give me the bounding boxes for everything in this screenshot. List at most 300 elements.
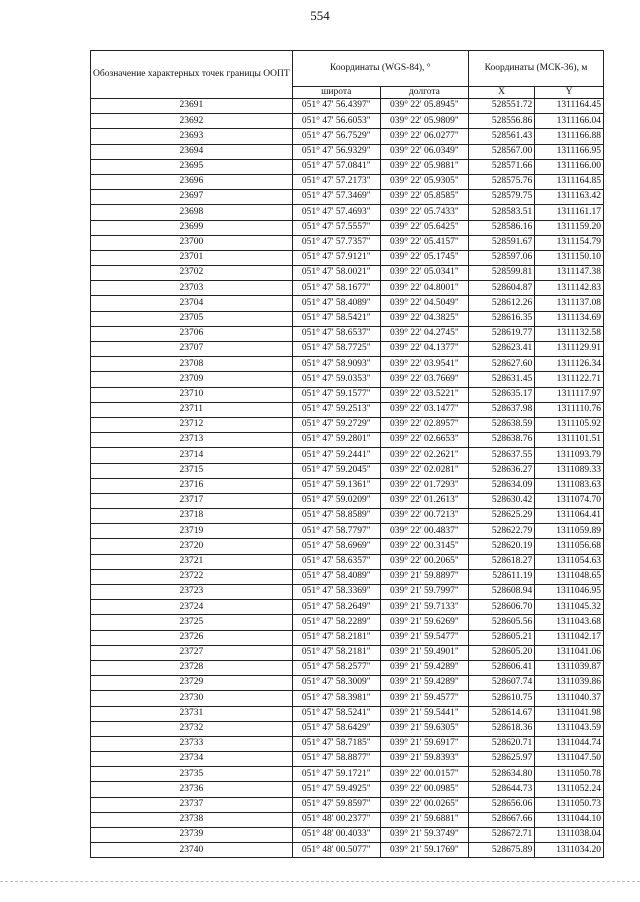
x-coordinate-cell: 528604.87 bbox=[468, 281, 534, 296]
table-row bbox=[91, 509, 604, 524]
latitude-cell: 051° 47' 59.4925" bbox=[292, 782, 380, 797]
y-coordinate-cell: 1311093.79 bbox=[535, 448, 604, 463]
y-coordinate-cell: 1311043.59 bbox=[535, 721, 604, 736]
point-id-cell: 23729 bbox=[91, 676, 293, 691]
latitude-cell: 051° 47' 57.0841" bbox=[292, 159, 380, 174]
y-coordinate-cell: 1311105.92 bbox=[535, 417, 604, 432]
point-id-cell: 23706 bbox=[91, 326, 293, 341]
longitude-cell: 039° 22' 05.9809" bbox=[380, 114, 468, 129]
y-coordinate-cell: 1311038.04 bbox=[535, 828, 604, 843]
latitude-cell: 051° 47' 58.2289" bbox=[292, 615, 380, 630]
longitude-cell: 039° 22' 02.2621" bbox=[380, 448, 468, 463]
table-row bbox=[91, 266, 604, 281]
point-id-cell: 23700 bbox=[91, 235, 293, 250]
table-row bbox=[91, 767, 604, 782]
latitude-cell: 051° 47' 58.3369" bbox=[292, 585, 380, 600]
x-header: X bbox=[468, 87, 534, 99]
latitude-cell: 051° 47' 58.6357" bbox=[292, 554, 380, 569]
x-coordinate-cell: 528625.29 bbox=[468, 509, 534, 524]
y-coordinate-cell: 1311050.73 bbox=[535, 797, 604, 812]
y-coordinate-cell: 1311122.71 bbox=[535, 372, 604, 387]
x-coordinate-cell: 528610.75 bbox=[468, 691, 534, 706]
y-coordinate-cell: 1311044.74 bbox=[535, 736, 604, 751]
x-coordinate-cell: 528605.56 bbox=[468, 615, 534, 630]
point-id-cell: 23726 bbox=[91, 630, 293, 645]
y-coordinate-cell: 1311159.20 bbox=[535, 220, 604, 235]
point-id-cell: 23727 bbox=[91, 645, 293, 660]
longitude-cell: 039° 22' 05.7433" bbox=[380, 205, 468, 220]
x-coordinate-cell: 528616.35 bbox=[468, 311, 534, 326]
y-coordinate-cell: 1311041.06 bbox=[535, 645, 604, 660]
point-id-cell: 23721 bbox=[91, 554, 293, 569]
y-coordinate-cell: 1311161.17 bbox=[535, 205, 604, 220]
point-id-cell: 23701 bbox=[91, 250, 293, 265]
x-coordinate-cell: 528556.86 bbox=[468, 114, 534, 129]
longitude-cell: 039° 21' 59.6269" bbox=[380, 615, 468, 630]
longitude-cell: 039° 21' 59.4901" bbox=[380, 645, 468, 660]
y-coordinate-cell: 1311137.08 bbox=[535, 296, 604, 311]
latitude-cell: 051° 47' 57.5557" bbox=[292, 220, 380, 235]
x-coordinate-cell: 528567.00 bbox=[468, 144, 534, 159]
x-coordinate-cell: 528622.79 bbox=[468, 524, 534, 539]
y-coordinate-cell: 1311166.00 bbox=[535, 159, 604, 174]
longitude-cell: 039° 22' 05.9881" bbox=[380, 159, 468, 174]
x-coordinate-cell: 528656.06 bbox=[468, 797, 534, 812]
longitude-cell: 039° 22' 05.0341" bbox=[380, 266, 468, 281]
x-coordinate-cell: 528608.94 bbox=[468, 585, 534, 600]
table-row bbox=[91, 478, 604, 493]
table-row bbox=[91, 433, 604, 448]
latitude-cell: 051° 47' 58.9093" bbox=[292, 357, 380, 372]
point-id-cell: 23695 bbox=[91, 159, 293, 174]
point-id-cell: 23714 bbox=[91, 448, 293, 463]
longitude-cell: 039° 22' 05.1745" bbox=[380, 250, 468, 265]
table-row bbox=[91, 736, 604, 751]
table-row bbox=[91, 250, 604, 265]
longitude-cell: 039° 21' 59.5441" bbox=[380, 706, 468, 721]
latitude-cell: 051° 47' 57.9121" bbox=[292, 250, 380, 265]
table-row bbox=[91, 402, 604, 417]
y-coordinate-cell: 1311163.42 bbox=[535, 190, 604, 205]
point-id-cell: 23691 bbox=[91, 99, 293, 114]
longitude-cell: 039° 22' 06.0277" bbox=[380, 129, 468, 144]
y-coordinate-cell: 1311064.41 bbox=[535, 509, 604, 524]
x-coordinate-cell: 528638.59 bbox=[468, 417, 534, 432]
longitude-cell: 039° 22' 00.0985" bbox=[380, 782, 468, 797]
point-id-cell: 23707 bbox=[91, 342, 293, 357]
point-id-cell: 23718 bbox=[91, 509, 293, 524]
table-row bbox=[91, 812, 604, 827]
longitude-cell: 039° 22' 05.4157" bbox=[380, 235, 468, 250]
point-id-cell: 23705 bbox=[91, 311, 293, 326]
y-coordinate-cell: 1311150.10 bbox=[535, 250, 604, 265]
point-id-cell: 23692 bbox=[91, 114, 293, 129]
longitude-cell: 039° 22' 05.8585" bbox=[380, 190, 468, 205]
longitude-cell: 039° 22' 05.9305" bbox=[380, 174, 468, 189]
latitude-cell: 051° 47' 57.3469" bbox=[292, 190, 380, 205]
x-coordinate-cell: 528631.45 bbox=[468, 372, 534, 387]
table-row bbox=[91, 524, 604, 539]
y-coordinate-cell: 1311166.95 bbox=[535, 144, 604, 159]
latitude-cell: 051° 47' 59.2513" bbox=[292, 402, 380, 417]
latitude-cell: 051° 47' 59.2801" bbox=[292, 433, 380, 448]
msk36-header: Координаты (МСК-36), м bbox=[468, 51, 603, 87]
longitude-cell: 039° 22' 04.5049" bbox=[380, 296, 468, 311]
table-row bbox=[91, 144, 604, 159]
latitude-cell: 051° 47' 58.6537" bbox=[292, 326, 380, 341]
x-coordinate-cell: 528637.98 bbox=[468, 402, 534, 417]
table-row bbox=[91, 493, 604, 508]
table-row bbox=[91, 235, 604, 250]
latitude-cell: 051° 48' 00.2377" bbox=[292, 812, 380, 827]
table-row bbox=[91, 721, 604, 736]
x-coordinate-cell: 528627.60 bbox=[468, 357, 534, 372]
table-row bbox=[91, 296, 604, 311]
point-id-cell: 23696 bbox=[91, 174, 293, 189]
longitude-cell: 039° 21' 59.4289" bbox=[380, 660, 468, 675]
latitude-cell: 051° 47' 59.0209" bbox=[292, 493, 380, 508]
longitude-cell: 039° 21' 59.6305" bbox=[380, 721, 468, 736]
y-coordinate-cell: 1311048.65 bbox=[535, 569, 604, 584]
wgs84-header: Координаты (WGS-84), ° bbox=[292, 51, 468, 87]
point-id-cell: 23733 bbox=[91, 736, 293, 751]
y-coordinate-cell: 1311134.69 bbox=[535, 311, 604, 326]
x-coordinate-cell: 528599.81 bbox=[468, 266, 534, 281]
point-id-cell: 23734 bbox=[91, 752, 293, 767]
y-coordinate-cell: 1311047.50 bbox=[535, 752, 604, 767]
table-row bbox=[91, 676, 604, 691]
table-row bbox=[91, 99, 604, 114]
y-coordinate-cell: 1311042.17 bbox=[535, 630, 604, 645]
y-coordinate-cell: 1311164.85 bbox=[535, 174, 604, 189]
point-id-cell: 23740 bbox=[91, 843, 293, 858]
longitude-cell: 039° 22' 02.8957" bbox=[380, 417, 468, 432]
table-row bbox=[91, 281, 604, 296]
point-id-cell: 23708 bbox=[91, 357, 293, 372]
point-id-cell: 23735 bbox=[91, 767, 293, 782]
longitude-cell: 039° 21' 59.7133" bbox=[380, 600, 468, 615]
table-row bbox=[91, 448, 604, 463]
point-id-cell: 23713 bbox=[91, 433, 293, 448]
point-id-cell: 23704 bbox=[91, 296, 293, 311]
latitude-cell: 051° 47' 57.2173" bbox=[292, 174, 380, 189]
point-id-cell: 23722 bbox=[91, 569, 293, 584]
longitude-cell: 039° 22' 01.7293" bbox=[380, 478, 468, 493]
latitude-cell: 051° 47' 59.1361" bbox=[292, 478, 380, 493]
longitude-cell: 039° 22' 00.2065" bbox=[380, 554, 468, 569]
y-coordinate-cell: 1311052.24 bbox=[535, 782, 604, 797]
latitude-cell: 051° 47' 56.6053" bbox=[292, 114, 380, 129]
x-coordinate-cell: 528606.41 bbox=[468, 660, 534, 675]
longitude-cell: 039° 22' 03.9541" bbox=[380, 357, 468, 372]
y-coordinate-cell: 1311164.45 bbox=[535, 99, 604, 114]
latitude-cell: 051° 47' 58.0021" bbox=[292, 266, 380, 281]
table-body bbox=[91, 99, 604, 858]
longitude-cell: 039° 21' 59.6917" bbox=[380, 736, 468, 751]
table-row bbox=[91, 828, 604, 843]
table-row bbox=[91, 387, 604, 402]
x-coordinate-cell: 528634.80 bbox=[468, 767, 534, 782]
point-id-cell: 23717 bbox=[91, 493, 293, 508]
latitude-cell: 051° 47' 56.9329" bbox=[292, 144, 380, 159]
longitude-cell: 039° 22' 02.6653" bbox=[380, 433, 468, 448]
x-coordinate-cell: 528644.73 bbox=[468, 782, 534, 797]
y-coordinate-cell: 1311056.68 bbox=[535, 539, 604, 554]
y-coordinate-cell: 1311043.68 bbox=[535, 615, 604, 630]
point-id-cell: 23739 bbox=[91, 828, 293, 843]
y-coordinate-cell: 1311046.95 bbox=[535, 585, 604, 600]
latitude-cell: 051° 47' 58.1677" bbox=[292, 281, 380, 296]
y-coordinate-cell: 1311083.63 bbox=[535, 478, 604, 493]
longitude-cell: 039° 21' 59.5477" bbox=[380, 630, 468, 645]
x-coordinate-cell: 528672.71 bbox=[468, 828, 534, 843]
latitude-cell: 051° 47' 58.6429" bbox=[292, 721, 380, 736]
latitude-cell: 051° 48' 00.5077" bbox=[292, 843, 380, 858]
x-coordinate-cell: 528575.76 bbox=[468, 174, 534, 189]
y-coordinate-cell: 1311117.97 bbox=[535, 387, 604, 402]
point-id-cell: 23702 bbox=[91, 266, 293, 281]
table-row bbox=[91, 342, 604, 357]
x-coordinate-cell: 528583.51 bbox=[468, 205, 534, 220]
latitude-cell: 051° 47' 59.2441" bbox=[292, 448, 380, 463]
longitude-cell: 039° 22' 04.8001" bbox=[380, 281, 468, 296]
point-id-cell: 23712 bbox=[91, 417, 293, 432]
table-row bbox=[91, 539, 604, 554]
longitude-cell: 039° 22' 03.1477" bbox=[380, 402, 468, 417]
table-row bbox=[91, 357, 604, 372]
latitude-cell: 051° 47' 59.2729" bbox=[292, 417, 380, 432]
table-row bbox=[91, 220, 604, 235]
table-row bbox=[91, 645, 604, 660]
point-id-cell: 23737 bbox=[91, 797, 293, 812]
point-id-cell: 23716 bbox=[91, 478, 293, 493]
latitude-cell: 051° 47' 57.4693" bbox=[292, 205, 380, 220]
latitude-cell: 051° 47' 58.8589" bbox=[292, 509, 380, 524]
y-coordinate-cell: 1311101.51 bbox=[535, 433, 604, 448]
longitude-cell: 039° 22' 05.6425" bbox=[380, 220, 468, 235]
x-coordinate-cell: 528591.67 bbox=[468, 235, 534, 250]
latitude-cell: 051° 47' 56.4397" bbox=[292, 99, 380, 114]
x-coordinate-cell: 528611.19 bbox=[468, 569, 534, 584]
x-coordinate-cell: 528605.21 bbox=[468, 630, 534, 645]
latitude-cell: 051° 47' 59.2045" bbox=[292, 463, 380, 478]
x-coordinate-cell: 528606.70 bbox=[468, 600, 534, 615]
table-row bbox=[91, 600, 604, 615]
table-row bbox=[91, 311, 604, 326]
latitude-cell: 051° 47' 58.4089" bbox=[292, 569, 380, 584]
y-coordinate-cell: 1311039.87 bbox=[535, 660, 604, 675]
x-coordinate-cell: 528607.74 bbox=[468, 676, 534, 691]
latitude-cell: 051° 47' 58.2577" bbox=[292, 660, 380, 675]
table-row bbox=[91, 174, 604, 189]
x-coordinate-cell: 528637.55 bbox=[468, 448, 534, 463]
table-row bbox=[91, 752, 604, 767]
x-coordinate-cell: 528675.89 bbox=[468, 843, 534, 858]
point-id-cell: 23693 bbox=[91, 129, 293, 144]
longitude-header: долгота bbox=[380, 87, 468, 99]
point-id-cell: 23698 bbox=[91, 205, 293, 220]
point-id-cell: 23697 bbox=[91, 190, 293, 205]
table-row bbox=[91, 585, 604, 600]
latitude-cell: 051° 47' 59.0353" bbox=[292, 372, 380, 387]
latitude-cell: 051° 48' 00.4033" bbox=[292, 828, 380, 843]
x-coordinate-cell: 528561.43 bbox=[468, 129, 534, 144]
x-coordinate-cell: 528620.19 bbox=[468, 539, 534, 554]
x-coordinate-cell: 528630.42 bbox=[468, 493, 534, 508]
y-header: Y bbox=[535, 87, 604, 99]
longitude-cell: 039° 21' 59.1769" bbox=[380, 843, 468, 858]
longitude-cell: 039° 22' 03.7669" bbox=[380, 372, 468, 387]
y-coordinate-cell: 1311044.10 bbox=[535, 812, 604, 827]
table-row bbox=[91, 554, 604, 569]
latitude-cell: 051° 47' 58.6969" bbox=[292, 539, 380, 554]
table-row bbox=[91, 691, 604, 706]
table-row bbox=[91, 129, 604, 144]
latitude-cell: 051° 47' 58.4089" bbox=[292, 296, 380, 311]
longitude-cell: 039° 22' 00.4837" bbox=[380, 524, 468, 539]
y-coordinate-cell: 1311166.04 bbox=[535, 114, 604, 129]
x-coordinate-cell: 528605.20 bbox=[468, 645, 534, 660]
longitude-cell: 039° 22' 00.0157" bbox=[380, 767, 468, 782]
point-id-cell: 23736 bbox=[91, 782, 293, 797]
latitude-cell: 051° 47' 58.2649" bbox=[292, 600, 380, 615]
y-coordinate-cell: 1311041.98 bbox=[535, 706, 604, 721]
y-coordinate-cell: 1311132.58 bbox=[535, 326, 604, 341]
x-coordinate-cell: 528635.17 bbox=[468, 387, 534, 402]
latitude-cell: 051° 47' 58.7185" bbox=[292, 736, 380, 751]
x-coordinate-cell: 528620.71 bbox=[468, 736, 534, 751]
y-coordinate-cell: 1311110.76 bbox=[535, 402, 604, 417]
point-id-cell: 23724 bbox=[91, 600, 293, 615]
point-id-cell: 23730 bbox=[91, 691, 293, 706]
latitude-cell: 051° 47' 59.1577" bbox=[292, 387, 380, 402]
y-coordinate-cell: 1311089.33 bbox=[535, 463, 604, 478]
y-coordinate-cell: 1311054.63 bbox=[535, 554, 604, 569]
longitude-cell: 039° 22' 00.0265" bbox=[380, 797, 468, 812]
x-coordinate-cell: 528619.77 bbox=[468, 326, 534, 341]
longitude-cell: 039° 22' 05.8945" bbox=[380, 99, 468, 114]
x-coordinate-cell: 528579.75 bbox=[468, 190, 534, 205]
longitude-cell: 039° 21' 59.6881" bbox=[380, 812, 468, 827]
latitude-header: широта bbox=[292, 87, 380, 99]
latitude-cell: 051° 47' 58.2181" bbox=[292, 630, 380, 645]
x-coordinate-cell: 528571.66 bbox=[468, 159, 534, 174]
page-bottom-divider bbox=[0, 881, 640, 882]
y-coordinate-cell: 1311147.38 bbox=[535, 266, 604, 281]
x-coordinate-cell: 528638.76 bbox=[468, 433, 534, 448]
table-row bbox=[91, 190, 604, 205]
latitude-cell: 051° 47' 58.5421" bbox=[292, 311, 380, 326]
x-coordinate-cell: 528597.06 bbox=[468, 250, 534, 265]
point-id-cell: 23711 bbox=[91, 402, 293, 417]
point-id-cell: 23699 bbox=[91, 220, 293, 235]
point-id-cell: 23715 bbox=[91, 463, 293, 478]
latitude-cell: 051° 47' 59.8597" bbox=[292, 797, 380, 812]
point-id-cell: 23731 bbox=[91, 706, 293, 721]
table-row bbox=[91, 159, 604, 174]
latitude-cell: 051° 47' 58.7797" bbox=[292, 524, 380, 539]
table-row bbox=[91, 569, 604, 584]
latitude-cell: 051° 47' 58.3981" bbox=[292, 691, 380, 706]
longitude-cell: 039° 22' 04.2745" bbox=[380, 326, 468, 341]
point-id-cell: 23728 bbox=[91, 660, 293, 675]
longitude-cell: 039° 21' 59.7997" bbox=[380, 585, 468, 600]
point-id-cell: 23738 bbox=[91, 812, 293, 827]
x-coordinate-cell: 528612.26 bbox=[468, 296, 534, 311]
table-row bbox=[91, 706, 604, 721]
y-coordinate-cell: 1311154.79 bbox=[535, 235, 604, 250]
x-coordinate-cell: 528636.27 bbox=[468, 463, 534, 478]
latitude-cell: 051° 47' 58.8877" bbox=[292, 752, 380, 767]
table-row bbox=[91, 417, 604, 432]
x-coordinate-cell: 528623.41 bbox=[468, 342, 534, 357]
point-id-cell: 23703 bbox=[91, 281, 293, 296]
y-coordinate-cell: 1311039.86 bbox=[535, 676, 604, 691]
latitude-cell: 051° 47' 58.7725" bbox=[292, 342, 380, 357]
coordinates-table bbox=[90, 50, 604, 858]
table-row bbox=[91, 114, 604, 129]
y-coordinate-cell: 1311059.89 bbox=[535, 524, 604, 539]
y-coordinate-cell: 1311142.83 bbox=[535, 281, 604, 296]
y-coordinate-cell: 1311050.78 bbox=[535, 767, 604, 782]
point-id-cell: 23709 bbox=[91, 372, 293, 387]
longitude-cell: 039° 22' 00.7213" bbox=[380, 509, 468, 524]
longitude-cell: 039° 22' 04.1377" bbox=[380, 342, 468, 357]
latitude-cell: 051° 47' 57.7357" bbox=[292, 235, 380, 250]
table-row bbox=[91, 843, 604, 858]
longitude-cell: 039° 22' 00.3145" bbox=[380, 539, 468, 554]
longitude-cell: 039° 22' 04.3825" bbox=[380, 311, 468, 326]
x-coordinate-cell: 528625.97 bbox=[468, 752, 534, 767]
point-id-cell: 23725 bbox=[91, 615, 293, 630]
page-number: 554 bbox=[310, 8, 330, 23]
x-coordinate-cell: 528618.27 bbox=[468, 554, 534, 569]
table-row bbox=[91, 463, 604, 478]
longitude-cell: 039° 21' 59.4577" bbox=[380, 691, 468, 706]
y-coordinate-cell: 1311045.32 bbox=[535, 600, 604, 615]
point-id-cell: 23710 bbox=[91, 387, 293, 402]
table-row bbox=[91, 326, 604, 341]
point-id-cell: 23694 bbox=[91, 144, 293, 159]
longitude-cell: 039° 22' 03.5221" bbox=[380, 387, 468, 402]
longitude-cell: 039° 21' 59.4289" bbox=[380, 676, 468, 691]
longitude-cell: 039° 22' 01.2613" bbox=[380, 493, 468, 508]
y-coordinate-cell: 1311129.91 bbox=[535, 342, 604, 357]
x-coordinate-cell: 528586.16 bbox=[468, 220, 534, 235]
x-coordinate-cell: 528614.67 bbox=[468, 706, 534, 721]
y-coordinate-cell: 1311166.88 bbox=[535, 129, 604, 144]
table-row bbox=[91, 630, 604, 645]
point-designation-header: Обозначение характерных точек границы ООПТ bbox=[91, 51, 293, 99]
latitude-cell: 051° 47' 56.7529" bbox=[292, 129, 380, 144]
y-coordinate-cell: 1311074.70 bbox=[535, 493, 604, 508]
table-row bbox=[91, 372, 604, 387]
point-id-cell: 23720 bbox=[91, 539, 293, 554]
x-coordinate-cell: 528634.09 bbox=[468, 478, 534, 493]
latitude-cell: 051° 47' 58.2181" bbox=[292, 645, 380, 660]
y-coordinate-cell: 1311040.37 bbox=[535, 691, 604, 706]
table-row bbox=[91, 660, 604, 675]
latitude-cell: 051° 47' 58.5241" bbox=[292, 706, 380, 721]
table-row bbox=[91, 615, 604, 630]
longitude-cell: 039° 21' 59.3749" bbox=[380, 828, 468, 843]
x-coordinate-cell: 528551.72 bbox=[468, 99, 534, 114]
x-coordinate-cell: 528667.66 bbox=[468, 812, 534, 827]
longitude-cell: 039° 22' 02.0281" bbox=[380, 463, 468, 478]
latitude-cell: 051° 47' 59.1721" bbox=[292, 767, 380, 782]
y-coordinate-cell: 1311126.34 bbox=[535, 357, 604, 372]
point-id-cell: 23732 bbox=[91, 721, 293, 736]
